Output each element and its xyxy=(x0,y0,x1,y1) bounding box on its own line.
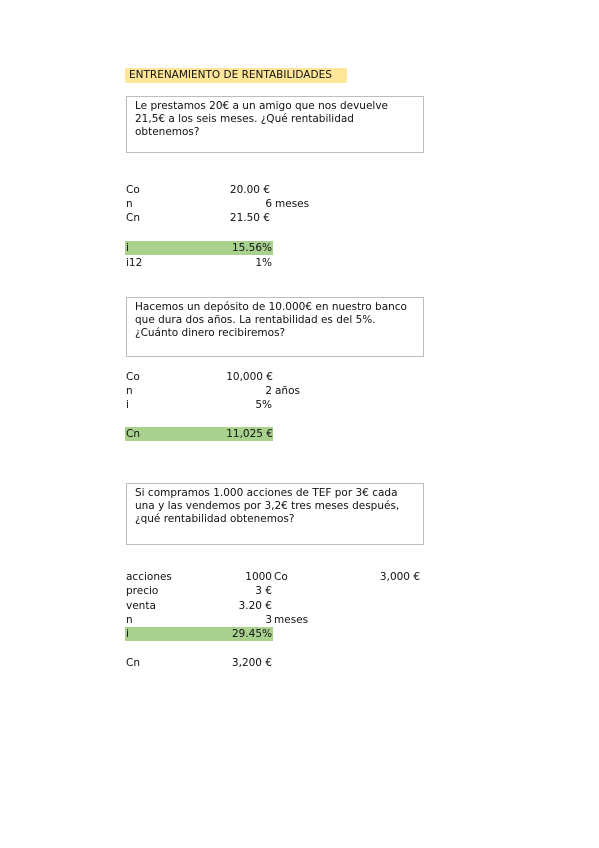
problem-3-value-venta: 3.20 € xyxy=(238,600,272,612)
problem-2-label-i: i xyxy=(126,399,129,411)
problem-3-value-acciones: 1000 xyxy=(245,571,272,583)
problem-1-value-n: 6 xyxy=(265,198,272,210)
problem-3-value-n: 3 xyxy=(265,614,272,626)
problem-2-value-i: 5% xyxy=(255,399,272,411)
problem-1-value-i: 15.56% xyxy=(231,242,272,254)
problem-1-unit-n: meses xyxy=(275,198,310,210)
problem-2-value-co: 10,000 € xyxy=(226,371,273,383)
problem-3-value-i: 29.45% xyxy=(231,628,272,640)
problem-3-label-co: Co xyxy=(274,571,288,583)
problem-2-value-cn: 11,025 € xyxy=(226,428,273,440)
problem-2-label-cn: Cn xyxy=(126,428,140,440)
problem-1-value-cn: 21.50 € xyxy=(229,212,270,224)
problem-3-label-venta: venta xyxy=(126,600,156,612)
problem-2-value-n: 2 xyxy=(265,385,272,397)
problem-1-statement: Le prestamos 20€ a un amigo que nos devuelve 21,5€ a los seis meses. ¿Qué rentabilidad obtenemos? xyxy=(126,96,424,153)
problem-3-label-acciones: acciones xyxy=(126,571,172,583)
problem-3-value-precio: 3 € xyxy=(255,585,272,597)
problem-1-value-co: 20.00 € xyxy=(229,184,270,196)
problem-3-value-co: 3,000 € xyxy=(379,571,420,583)
problem-1-label-n: n xyxy=(126,198,133,210)
sheet-title: ENTRENAMIENTO DE RENTABILIDADES xyxy=(125,68,347,83)
problem-2-label-co: Co xyxy=(126,371,140,383)
problem-1-label-co: Co xyxy=(126,184,140,196)
problem-2-statement: Hacemos un depósito de 10.000€ en nuestro banco que dura dos años. La rentabilidad es del 5%. ¿Cuánto dinero recibiremos? xyxy=(126,297,424,357)
problem-1-label-i12: i12 xyxy=(126,257,143,269)
problem-3-label-n: n xyxy=(126,614,133,626)
problem-2-label-n: n xyxy=(126,385,133,397)
problem-3-value-cn: 3,200 € xyxy=(231,657,272,669)
problem-1-label-i: i xyxy=(126,242,129,254)
problem-3-statement: Si compramos 1.000 acciones de TEF por 3€ cada una y las vendemos por 3,2€ tres meses después, ¿qué rentabilidad obtenemos? xyxy=(126,483,424,545)
problem-3-unit-n: meses xyxy=(274,614,309,626)
problem-1-value-i12: 1% xyxy=(255,257,272,269)
problem-3-label-precio: precio xyxy=(126,585,159,597)
problem-1-label-cn: Cn xyxy=(126,212,140,224)
problem-2-unit-n: años xyxy=(275,385,300,397)
problem-3-label-i: i xyxy=(126,628,129,640)
problem-3-label-cn: Cn xyxy=(126,657,140,669)
